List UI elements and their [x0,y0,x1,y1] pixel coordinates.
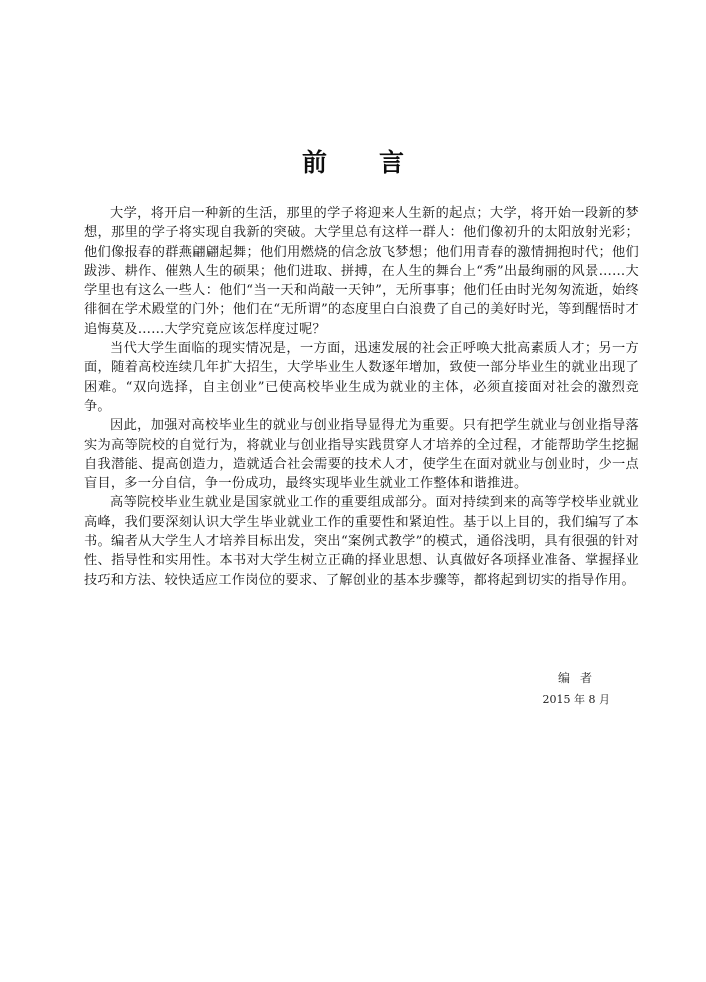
title-char-1: 前 [301,148,327,177]
page-title [0,143,706,179]
paragraph-1: 大学，将开启一种新的生活，那里的学子将迎来人生新的起点；大学，将开始一段新的梦想，那里的学子将实现自我新的突破。大学里总有这样一群人：他们像初升的太阳放射光彩；他们像报春的群燕翩翩起舞；他们用燃烧的信念放飞梦想；他们用青春的激情拥抱时代；他们跋涉、耕作、催熟人生的硕果；他们进取、拼搏，在人生的舞台上“秀”出最绚丽的风景……大学里也有这么一些人：他们“当一天和尚敲一天钟”，无所事事；他们任由时光匆匆流逝，始终徘徊在学术殿堂的门外；他们在“无所谓”的态度里白白浪费了自己的美好时光，等到醒悟时才追悔莫及……大学究竟应该怎样度过呢？ [84,206,639,337]
signature-author: 编者 [557,671,602,685]
paragraph-4: 高等院校毕业生就业是国家就业工作的重要组成部分。面对持续到来的高等学校毕业就业高峰，我们要深刻认识大学生毕业就业工作的重要性和紧迫性。基于以上目的，我们编写了本书。编者从大学生人才培养目标出发，突出“案例式教学”的模式，通俗浅明，具有很强的针对性、指导性和实用性。本书对大学生树立正确的择业思想、认真做好各项择业准备、掌握择业技巧和方法、较快适应工作岗位的要求、了解创业的基本步骤等，都将起到切实的指导作用。 [84,495,639,588]
paragraph-2: 当代大学生面临的现实情况是，一方面，迅速发展的社会正呼唤大批高素质人才；另一方面，随着高校连续几年扩大招生，大学毕业生人数逐年增加，致使一部分毕业生的就业出现了困难。“双向选择，自主创业”已使高校毕业生成为就业的主体，必须直接面对社会的激烈竞争。 [84,341,639,414]
title-char-2: 言 [379,148,405,177]
preface-body [84,204,639,590]
paragraph-3: 因此，加强对高校毕业生的就业与创业指导显得尤为重要。只有把学生就业与创业指导落实为高等院校的自觉行为，将就业与创业指导实践贯穿人才培养的全过程，才能帮助学生挖掘自我潜能、提高创造力，造就适合社会需要的技术人才，使学生在面对就业与创业时，少一点盲目，多一分自信，争一份成功，最终实现毕业生就业工作整体和谐推进。 [84,418,639,492]
signature-date: 2015 年 8 月 [542,693,610,706]
